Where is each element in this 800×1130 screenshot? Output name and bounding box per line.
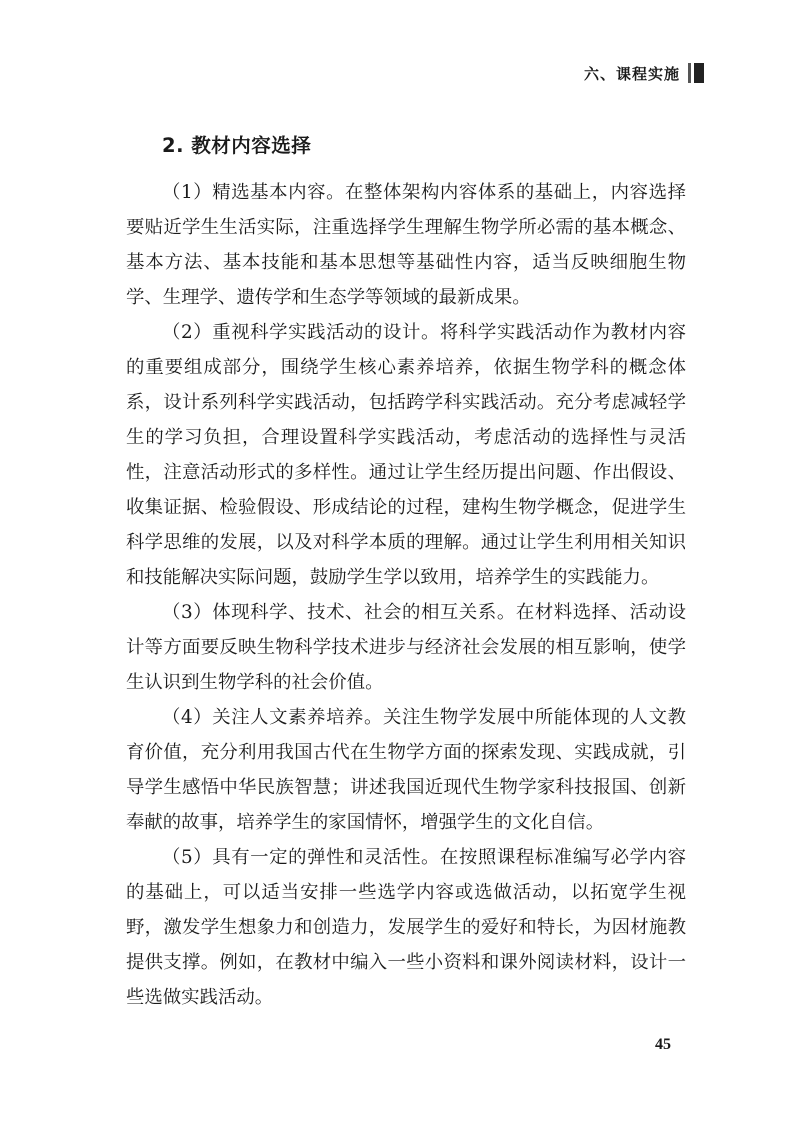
paragraph-4: （4）关注人文素养培养。关注生物学发展中所能体现的人文教育价值，充分利用我国古代在生物学方面的探索发现、实践成就，引导学生感悟中华民族智慧；讲述我国近现代生物学家科技报国、创新奉献的故事，培养学生的家国情怀，增强学生的文化自信。 [126, 707, 686, 833]
paragraph-5: （5）具有一定的弹性和灵活性。在按照课程标准编写必学内容的基础上，可以适当安排一些选学内容或选做活动，以拓宽学生视野，激发学生想象力和创造力，发展学生的爱好和特长，为因材施教提供支撑。例如，在教材中编入一些小资料和课外阅读材料，设计一些选做实践活动。 [126, 847, 686, 1008]
running-head [584, 62, 704, 84]
section-title: 2. 教材内容选择 [162, 134, 312, 157]
running-head-thin-bar [688, 63, 691, 83]
running-head-bars-icon [688, 63, 704, 83]
paragraph-2: （2）重视科学实践活动的设计。将科学实践活动作为教材内容的重要组成部分，围绕学生核心素养培养，依据生物学科的概念体系，设计系列科学实践活动，包括跨学科实践活动。充分考虑减轻学生的学习负担，合理设置科学实践活动，考虑活动的选择性与灵活性，注意活动形式的多样性。通过让学生经历提出问题、作出假设、收集证据、检验假设、形成结论的过程，建构生物学概念，促进学生科学思维的发展，以及对科学本质的理解。通过让学生利用相关知识和技能解决实际问题，鼓励学生学以致用，培养学生的实践能力。 [126, 322, 686, 588]
running-head-text: 六、课程实施 [583, 64, 680, 83]
running-head-thick-bar [694, 63, 704, 83]
paragraph-1: （1）精选基本内容。在整体架构内容体系的基础上，内容选择要贴近学生生活实际，注重选择学生理解生物学所必需的基本概念、基本方法、基本技能和基本思想等基础性内容，适当反映细胞生物学、生理学、遗传学和生态学等领域的最新成果。 [126, 182, 686, 308]
body-text [126, 175, 686, 1015]
page-number: 45 [655, 1036, 671, 1053]
paragraph-3: （3）体现科学、技术、社会的相互关系。在材料选择、活动设计等方面要反映生物科学技术进步与经济社会发展的相互影响，使学生认识到生物学科的社会价值。 [126, 602, 686, 693]
